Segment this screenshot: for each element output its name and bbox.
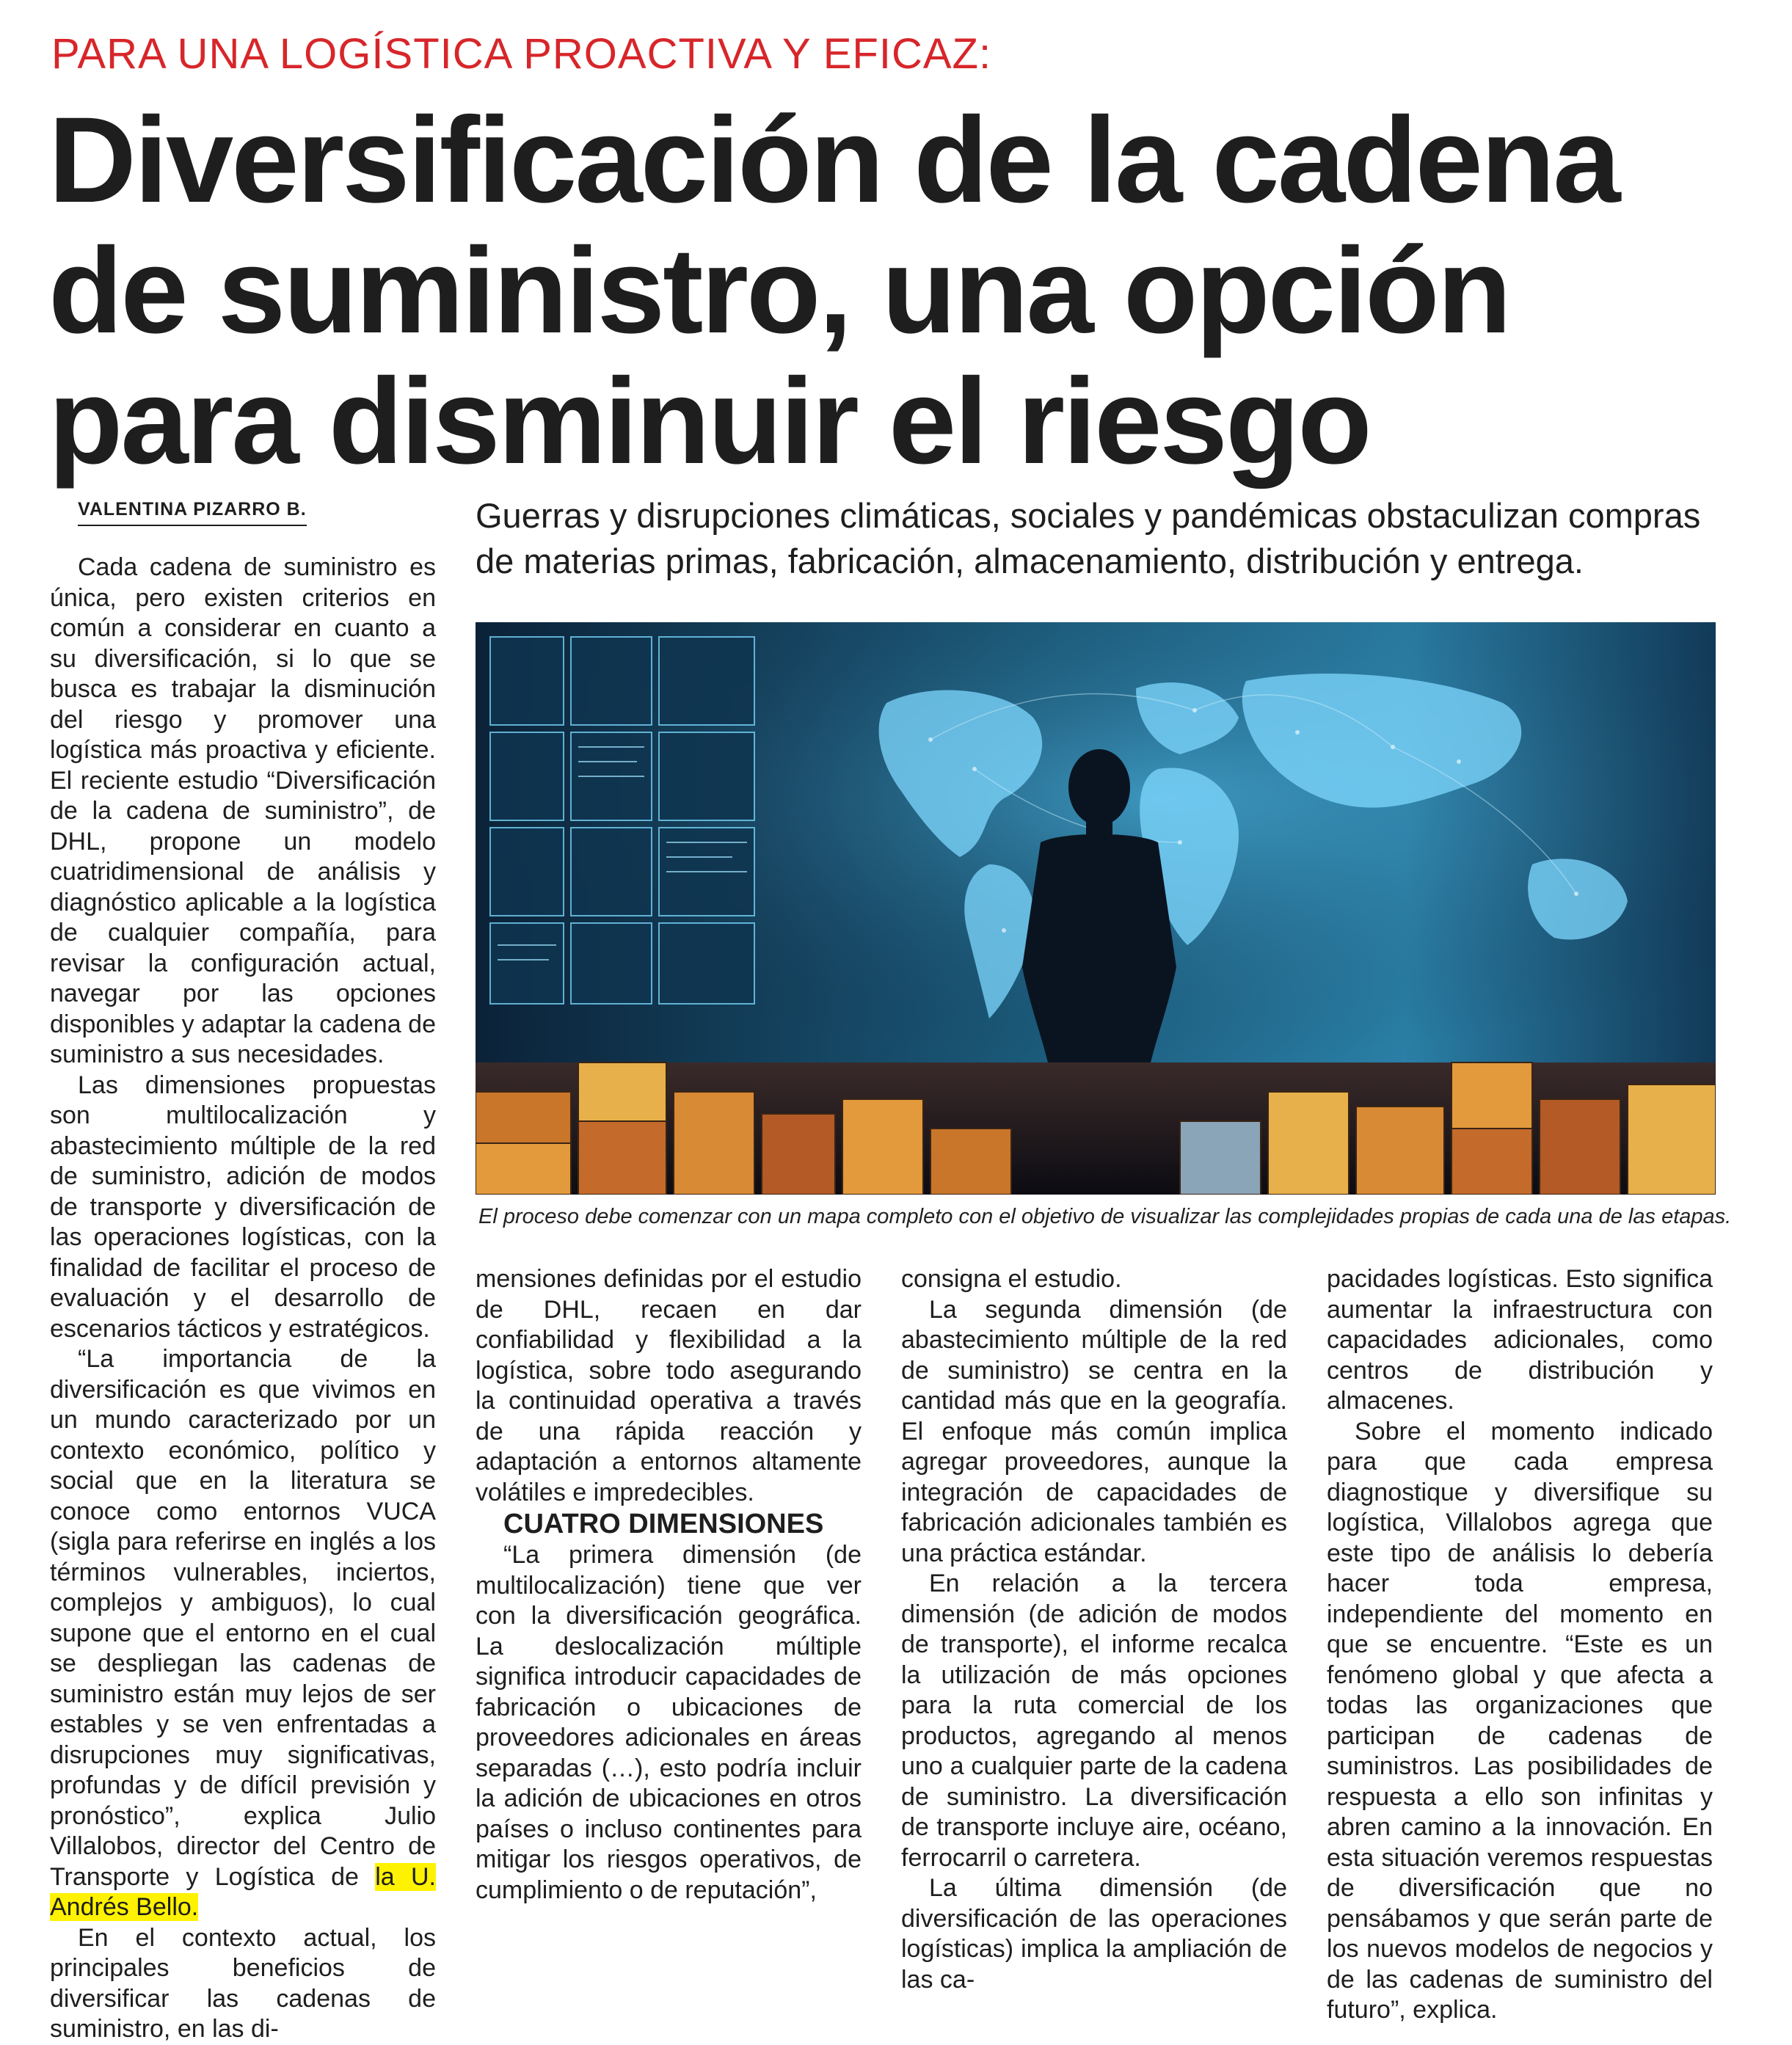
paragraph: “La primera dimensión (de multilocalización) tiene que ver con la diversificación geográfica. La deslocalización múltiple significa introducir capacidades de fabricación o ubicaciones de proveedores adicionales en áreas separadas (…), esto podría incluir la adición de ubicaciones en otros países o incluso continentes para mitigar los riesgos operativos, de cumplimiento o de reputación”, xyxy=(476,1541,862,1904)
photo-caption: El proceso debe comenzar con un mapa completo con el objetivo de visualizar las complejidades propias de cada una de las etapas. xyxy=(478,1205,1732,1228)
quote-text: “La importancia de la diversificación es que vivimos en un mundo caracterizado por un contexto económico, político y social que en la literatura se conoce como entornos VUCA (sigla para referirse en inglés a los términos vulnerables, inciertos, complejos y ambiguos), lo cual supone que el entorno en el cual se despliegan las cadenas de suministro están muy lejos de ser estables y se ven enfrentadas a disrupciones muy significativas, profundas y de difícil previsión y pronóstico”, explica Julio Villalobos, director del Centro de Transporte y Logística de xyxy=(50,1345,436,1891)
article-column-1 xyxy=(50,553,436,2045)
paragraph: La última dimensión (de diversificación de las operaciones logísticas) implica la ampliación de las ca- xyxy=(901,1874,1287,1994)
article-photo xyxy=(476,622,1716,1195)
article-column-2 xyxy=(476,1264,862,1906)
article-column-3 xyxy=(901,1264,1287,1995)
paragraph: Las dimensiones propuestas son multilocalización y abastecimiento múltiple de la red de suministro, adición de modos de transporte y diversificación de las operaciones logísticas, con la finalidad de facilitar el proceso de evaluación y el desarrollo de escenarios tácticos y estratégicos. xyxy=(50,1071,436,1343)
paragraph: En el contexto actual, los principales beneficios de diversificar las cadenas de suministro, en las di- xyxy=(50,1923,436,2043)
paragraph: Cada cadena de suministro es única, pero existen criterios en común a considerar en cuanto a su diversificación, si lo que se busca es trabajar la disminución del riesgo y promover una logística más proactiva y eficiente. El reciente estudio “Diversificación de la cadena de suministro”, de DHL, propone un modelo cuatridimensional de análisis y diagnóstico aplicable a la logística de cualquier compañía, para revisar la configuración actual, navegar por las opciones disponibles y adaptar la cadena de suministro a sus necesidades. xyxy=(50,553,436,1068)
headline-line-3: para disminuir el riesgo xyxy=(48,354,1370,489)
article-column-4 xyxy=(1327,1264,1713,2026)
section-heading: CUATRO DIMENSIONES xyxy=(503,1509,824,1539)
paragraph: La segunda dimensión (de abastecimiento múltiple de la red de suministro) se centra en la cantidad más que en la geografía. El enfoque más común implica agregar proveedores, aunque la integración de capacidades de fabricación adicionales también es una práctica estándar. xyxy=(901,1295,1287,1567)
paragraph: pacidades logísticas. Esto significa aumentar la infraestructura con capacidades adicionales, como centros de distribución y almacenes. xyxy=(1327,1265,1713,1415)
kicker: PARA UNA LOGÍSTICA PROACTIVA Y EFICAZ: xyxy=(51,30,992,78)
paragraph xyxy=(50,1344,436,1923)
paragraph: mensiones definidas por el estudio de DHL, recaen en dar confiabilidad y flexibilidad a la logística, sobre todo asegurando la continuidad operativa a través de una rápida reacción y adaptación a entornos altamente volátiles e impredecibles. xyxy=(476,1265,862,1506)
headline-line-2: de suministro, una opción xyxy=(48,223,1509,359)
paragraph: En relación a la tercera dimensión (de adición de modos de transporte), el informe recalca la utilización de más opciones para la ruta comercial de los productos, agregando al menos uno a cualquier parte de la cadena de suministro. La diversificación de transporte incluye aire, océano, ferrocarril o carretera. xyxy=(901,1570,1287,1872)
headline xyxy=(48,92,1700,489)
paragraph: consigna el estudio. xyxy=(901,1265,1122,1293)
control-room-illustration xyxy=(476,622,1716,1195)
headline-line-1: Diversificación de la cadena xyxy=(48,92,1619,228)
byline: VALENTINA PIZARRO B. xyxy=(78,499,307,526)
paragraph: Sobre el momento indicado para que cada empresa diagnostique y diversifique su logística, Villalobos agrega que este tipo de análisis lo debería hacer toda empresa, independiente del momento en que se encuentre. “Este es un fenómeno global y que afecta a todas las organizaciones que participan de cadenas de suministros. Las posibilidades de respuesta a ello son infinitas y abren camino a la innovación. En esta situación veremos respuestas de diversificación que no pensábamos y que serán parte de los nuevos modelos de negocios y de las cadenas de suministro del futuro”, explica. xyxy=(1327,1417,1713,2024)
highlighted-text: la U. Andrés Bello. xyxy=(50,1862,436,1921)
subhead: Guerras y disrupciones climáticas, sociales y pandémicas obstaculizan compras de materias primas, fabricación, almacenamiento, distribución y entrega. xyxy=(476,496,1701,580)
